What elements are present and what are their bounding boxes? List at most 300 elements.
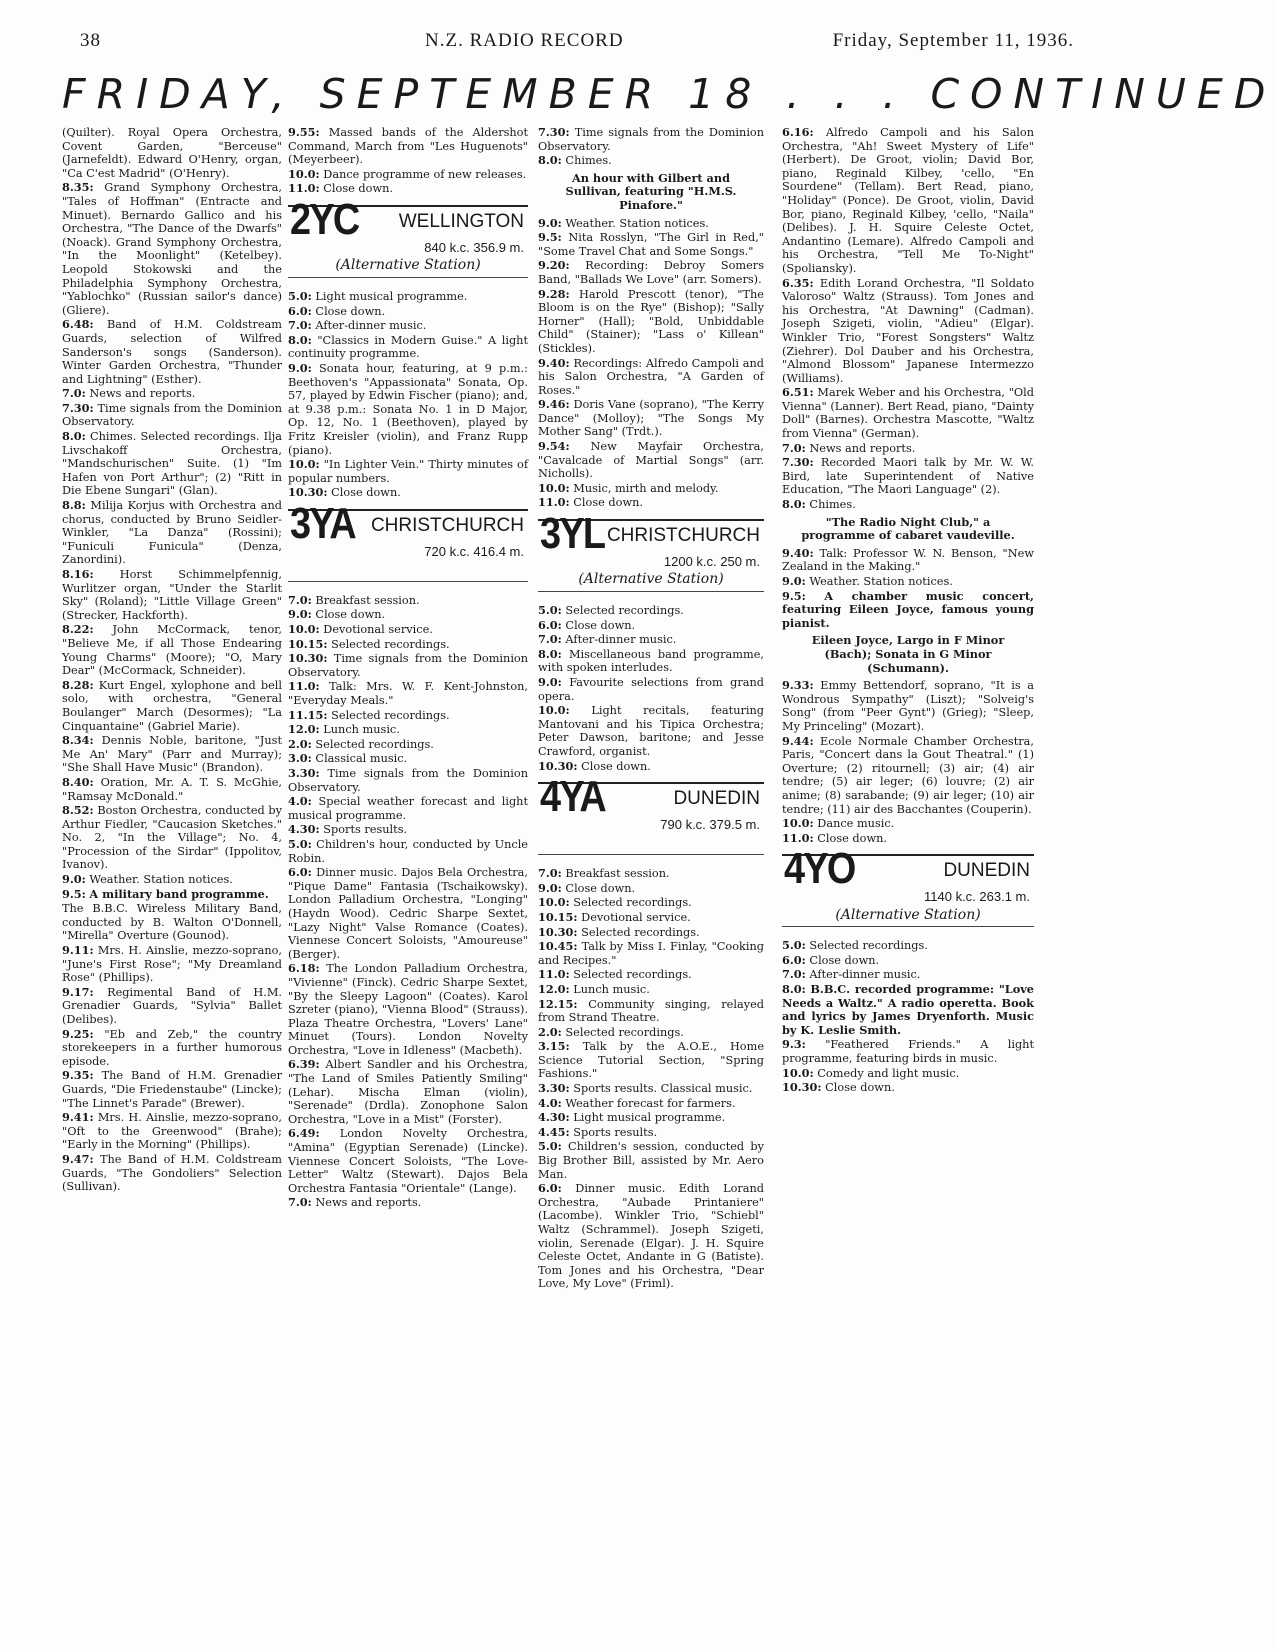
programme-entry bbox=[288, 795, 528, 822]
programme-entry bbox=[538, 1097, 764, 1111]
entry-time: 8.40: bbox=[62, 774, 94, 789]
entry-text: Horst Schimmelpfennig, Wurlitzer organ, "Under the Starlit Sky" (Roland); "Little Village Green" (Strecker, Hackforth). bbox=[62, 568, 282, 622]
programme-entry bbox=[288, 738, 528, 752]
entry-time: 8.8: bbox=[62, 498, 86, 513]
entry-time: 7.0: bbox=[538, 866, 562, 881]
programme-entry bbox=[288, 652, 528, 679]
entry-text: The Band of H.M. Grenadier Guards, "Die Friedenstaube" (Lincke); "The Linnet's Parade" (Brewer). bbox=[62, 1069, 283, 1110]
programme-entry bbox=[288, 458, 528, 485]
entry-time: 9.33: bbox=[782, 678, 814, 693]
entry-text: Children's hour, conducted by Uncle Robin. bbox=[288, 837, 528, 865]
programme-entry bbox=[782, 386, 1034, 440]
programme-entry bbox=[538, 288, 764, 356]
entry-text: Band of H.M. Coldstream Guards, selection of Wilfred Sanderson's songs (Sanderson). Winter Garden Orchestra, "Thunder and Lightning" (Esther). bbox=[62, 318, 283, 386]
programme-entry bbox=[538, 998, 764, 1025]
entry-text: Sports results. Classical music. bbox=[573, 1082, 753, 1096]
entry-text: "In Lighter Vein." Thirty minutes of popular numbers. bbox=[288, 458, 529, 485]
entry-time: 6.0: bbox=[538, 617, 562, 632]
station-city: WELLINGTON bbox=[398, 210, 524, 232]
programme-entry bbox=[782, 547, 1034, 574]
highlight-eileen-joyce: Eileen Joyce, Largo in F Minor (Bach); Sonata in G Minor (Schumann). bbox=[811, 633, 1005, 675]
entry-time: 8.34: bbox=[62, 733, 94, 748]
programme-entry bbox=[288, 290, 528, 304]
entry-time: 4.0: bbox=[538, 1095, 562, 1110]
station-4ya bbox=[538, 772, 764, 855]
entry-text: Close down. bbox=[331, 486, 401, 500]
programme-entry bbox=[782, 277, 1034, 386]
entry-text: Alfredo Campoli and his Salon Orchestra, "Ah! Sweet Mystery of Life" (Herbert). De Groot, violin; David Bor, piano, Reginald Kilbey, 'cello, "En Sourdene" (Tellam). Bert Read, piano, "Holiday" (Ponce). De Groot, violin, David Bor, piano, Reginald Kilbey, 'cello, "Naila" (Delibes). J. H. Squire Celeste Octet, Andantino (Lemare). Alfredo Campoli and his Orchestra, "Tell Me To-Night" (Spoliansky). bbox=[782, 126, 1034, 275]
programme-entry bbox=[782, 1067, 1034, 1081]
entry-text: Massed bands of the Aldershot Command, March from "Les Huguenots" (Meyerbeer). bbox=[288, 126, 529, 167]
programme-entry bbox=[538, 882, 764, 896]
entry-text: Sports results. bbox=[323, 823, 408, 837]
highlight-gilbert-sullivan: An hour with Gilbert and Sullivan, featuring "H.M.S. Pinafore." bbox=[565, 170, 737, 212]
entry-time: 3.15: bbox=[538, 1039, 570, 1054]
programme-entry bbox=[62, 181, 282, 317]
entry-text: Edith Lorand Orchestra, "Il Soldato Valoroso" Waltz (Strauss). Tom Jones and his Orchestra, "At Dawning" (Cadman). Joseph Szigeti, violin, "Adieu" (Elgar). Winkler Trio, "Forest Songsters" Waltz (Ziehrer). Dol Dauber and his Orchestra, "Almond Blossom" Japanese Intermezzo (Williams). bbox=[782, 276, 1035, 385]
column-2 bbox=[288, 126, 528, 1211]
programme-entry bbox=[782, 679, 1034, 733]
station-call-sign: 3YA bbox=[290, 498, 355, 548]
entry-time: 12.0: bbox=[288, 722, 320, 737]
programme-entry bbox=[62, 318, 282, 386]
entry-time: 4.45: bbox=[538, 1124, 570, 1139]
entry-time: 9.0: bbox=[538, 215, 562, 230]
entry-text: News and reports. bbox=[315, 1196, 422, 1210]
entry-text: Devotional service. bbox=[323, 623, 433, 637]
entry-text: Close down. bbox=[565, 881, 636, 895]
entry-text: Time signals from the Dominion Observatory. bbox=[62, 401, 283, 429]
station-alt-label: (Alternative Station) bbox=[578, 571, 724, 588]
entry-text: Chimes. bbox=[565, 154, 612, 168]
programme-entry bbox=[62, 776, 282, 803]
entry-time: 9.25: bbox=[62, 1026, 94, 1041]
entry-time: 5.0: bbox=[538, 1139, 562, 1154]
entry-text: B.B.C. recorded programme: "Love Needs a Waltz." A radio operetta. Book and lyrics by James Dryenforth. Music by K. Leslie Smith. bbox=[782, 982, 1034, 1037]
entry-time: 10.0: bbox=[288, 457, 320, 472]
entry-text: Emmy Bettendorf, soprano, "It is a Wondrous Sympathy" (Liszt); "Solveig's Song" (from "Peer Gynt") (Grieg); "Sleep, My Princeling" (Mozart). bbox=[782, 679, 1034, 733]
entry-time: 9.40: bbox=[538, 355, 570, 370]
entry-time: 5.0: bbox=[288, 288, 312, 303]
entry-time: 10.30: bbox=[288, 651, 328, 666]
programme-entry bbox=[288, 362, 528, 457]
entry-text: Favourite selections from grand opera. bbox=[538, 676, 764, 703]
entry-time: 12.0: bbox=[538, 981, 570, 996]
entry-time: 6.0: bbox=[288, 865, 312, 880]
entry-time: 10.0: bbox=[288, 622, 320, 637]
station-frequency: 720 k.c. 416.4 m. bbox=[424, 543, 524, 559]
entry-text: Dinner music. Dajos Bela Orchestra, "Pique Dame" Fantasia (Tschaikowsky). London Palladium Orchestra, "Longing" (Haydn Wood). Cedric Sharpe Sextet, "Lazy Night" Valse Romance (Coates). Viennese Concert Soloists, "Amoureuse" (Berger). bbox=[288, 866, 528, 961]
entry-text: After-dinner music. bbox=[315, 319, 427, 333]
entry-text: News and reports. bbox=[809, 441, 916, 455]
programme-entry bbox=[538, 604, 764, 618]
entry-text: Talk by Miss I. Finlay, "Cooking and Recipes." bbox=[538, 940, 764, 967]
programme-entry bbox=[62, 568, 282, 622]
entry-text: "Eb and Zeb," the country storekeepers in a further humorous episode. bbox=[62, 1027, 282, 1068]
programme-entry bbox=[538, 154, 764, 168]
programme-entry bbox=[782, 968, 1034, 982]
entry-time: 10.0: bbox=[288, 166, 320, 181]
entry-time: 6.0: bbox=[538, 1181, 562, 1196]
entry-text: The B.B.C. Wireless Military Band, conducted by B. Walton O'Donnell, "Mirella" Overture (Gounod). bbox=[62, 902, 282, 943]
entry-text: Chimes. Selected recordings. Ilja Livschakoff Orchestra, "Mandschurischen" Suite. (1) "Im Hafen von Port Arthur"; (2) "Ritt in Die Ebene Sungari" (Glan). bbox=[62, 430, 282, 498]
entry-time: 10.45: bbox=[538, 939, 578, 954]
programme-entry bbox=[62, 986, 282, 1027]
programme-entry bbox=[538, 357, 764, 398]
programme-entry bbox=[62, 499, 282, 567]
programme-entry bbox=[538, 496, 764, 510]
programme-entry bbox=[288, 486, 528, 500]
programme-entry bbox=[782, 1081, 1034, 1095]
entry-text: London Novelty Orchestra, "Amina" (Egyptian Serenade) (Lincke). Viennese Concert Soloists, "The Love-Letter" Waltz (Stewart). Dajos Bela Orchestra Fantasia "Orientale" (Lange). bbox=[288, 1127, 529, 1195]
programme-entry bbox=[538, 482, 764, 496]
programme-entry bbox=[288, 723, 528, 737]
entry-time: 7.0: bbox=[288, 318, 312, 333]
entry-text: Weather forecast for farmers. bbox=[565, 1096, 736, 1110]
programme-entry bbox=[538, 896, 764, 910]
programme-entry bbox=[538, 1040, 764, 1081]
entry-time: 7.0: bbox=[288, 1195, 312, 1210]
entry-time: 6.35: bbox=[782, 275, 814, 290]
entry-text: Community singing, relayed from Strand Theatre. bbox=[538, 997, 765, 1025]
entry-text: Close down. bbox=[581, 759, 651, 773]
programme-entry bbox=[288, 305, 528, 319]
entry-text: Comedy and light music. bbox=[817, 1066, 960, 1080]
programme-entry bbox=[62, 1111, 282, 1152]
entry-time: 5.0: bbox=[288, 836, 312, 851]
station-2yc bbox=[288, 194, 528, 278]
programme-entry bbox=[288, 767, 528, 794]
entry-time: 8.0: bbox=[62, 429, 86, 444]
programme-entry bbox=[538, 676, 764, 703]
issue-date: Friday, September 11, 1936. bbox=[832, 30, 1074, 51]
programme-entry bbox=[288, 680, 528, 707]
entry-time: 11.0: bbox=[538, 495, 570, 510]
entry-time: 10.0: bbox=[538, 895, 570, 910]
entry-time: 8.0: bbox=[538, 646, 562, 661]
programme-entry bbox=[538, 231, 764, 258]
programme-entry bbox=[62, 126, 282, 180]
entry-text: "Feathered Friends." A light programme, featuring birds in music. bbox=[782, 1038, 1034, 1066]
entry-text: Selected recordings. bbox=[331, 637, 450, 651]
station-3yl bbox=[538, 509, 764, 592]
programme-entry bbox=[538, 259, 764, 286]
entry-text: Selected recordings. bbox=[331, 708, 450, 722]
entry-text: The Band of H.M. Coldstream Guards, "The Gondoliers" Selection (Sullivan). bbox=[62, 1152, 282, 1194]
programme-entry bbox=[782, 983, 1034, 1037]
entry-time: 6.49: bbox=[288, 1126, 320, 1141]
entry-text: Talk: Professor W. N. Benson, "New Zealand in the Making." bbox=[782, 546, 1034, 574]
programme-entry bbox=[538, 1126, 764, 1140]
programme-entry bbox=[288, 709, 528, 723]
entry-text: Nita Rosslyn, "The Girl in Red," "Some Travel Chat and Some Songs." bbox=[538, 231, 764, 258]
entry-text: Recorded Maori talk by Mr. W. W. Bird, late Superintendent of Native Education, "The Maori Language" (2). bbox=[782, 456, 1034, 497]
entry-text: Weather. Station notices. bbox=[565, 216, 709, 230]
entry-time: 5.0: bbox=[538, 603, 562, 618]
entry-text: Time signals from the Dominion Observatory. bbox=[538, 126, 765, 153]
programme-entry bbox=[62, 902, 282, 943]
entry-text: Talk by the A.O.E., Home Science Tutorial Section, "Spring Fashions." bbox=[538, 1040, 765, 1081]
programme-entry bbox=[288, 168, 528, 182]
station-alt-label: (Alternative Station) bbox=[335, 257, 481, 274]
entry-time: 9.3: bbox=[782, 1037, 806, 1052]
entry-time: 9.54: bbox=[538, 439, 570, 454]
station-call-sign: 3YL bbox=[540, 509, 605, 559]
entry-time: 10.15: bbox=[288, 636, 328, 651]
entry-text: Time signals from the Dominion Observatory. bbox=[288, 767, 529, 794]
programme-entry bbox=[288, 752, 528, 766]
programme-entry bbox=[538, 926, 764, 940]
entry-text: Close down. bbox=[315, 304, 386, 318]
programme-entry bbox=[62, 1028, 282, 1069]
entry-time: 10.30: bbox=[288, 485, 328, 500]
station-city: CHRISTCHURCH bbox=[370, 514, 524, 536]
entry-time: 7.0: bbox=[538, 632, 562, 647]
entry-text: A chamber music concert, featuring Eileen Joyce, famous young pianist. bbox=[782, 588, 1034, 630]
entry-time: 2.0: bbox=[288, 736, 312, 751]
highlight-radio-night-club: "The Radio Night Club," a programme of cabaret vaudeville. bbox=[801, 514, 1015, 543]
programme-entry bbox=[538, 126, 764, 153]
programme-entry bbox=[538, 1026, 764, 1040]
entry-text: Dance music. bbox=[817, 817, 895, 831]
entry-time: 11.15: bbox=[288, 707, 328, 722]
column-4 bbox=[782, 126, 1034, 1096]
entry-text: Sports results. bbox=[573, 1125, 658, 1139]
entry-time: 11.0: bbox=[538, 967, 570, 982]
entry-time: 10.0: bbox=[782, 1065, 814, 1080]
entry-time: 7.30: bbox=[782, 455, 814, 470]
entry-time: 9.0: bbox=[288, 360, 312, 375]
entry-time: 8.35: bbox=[62, 180, 94, 195]
entry-time: 11.0: bbox=[288, 181, 320, 196]
entry-time: 6.48: bbox=[62, 317, 94, 332]
programme-entry bbox=[538, 867, 764, 881]
entry-text: Weather. Station notices. bbox=[809, 575, 953, 588]
entry-text: A military band programme. bbox=[89, 886, 269, 901]
programme-entry bbox=[62, 623, 282, 677]
programme-entry bbox=[288, 1127, 528, 1195]
programme-entry bbox=[782, 817, 1034, 831]
station-4yo bbox=[782, 844, 1034, 927]
programme-entry bbox=[538, 760, 764, 774]
section-banner: FRIDAY, SEPTEMBER 18 . . . CONTINUED bbox=[62, 70, 1276, 118]
entry-time: 8.0: bbox=[288, 332, 312, 347]
programme-entry bbox=[62, 402, 282, 429]
programme-entry bbox=[782, 126, 1034, 276]
entry-time: 9.0: bbox=[538, 675, 562, 689]
entry-text: Mrs. H. Ainslie, mezzo-soprano, "Oft to the Greenwood" (Brahe); "Early in the Morning" (Phillips). bbox=[62, 1111, 282, 1152]
programme-entry bbox=[782, 498, 1034, 512]
entry-time: 4.0: bbox=[288, 794, 312, 809]
entry-text: Close down. bbox=[809, 953, 880, 967]
entry-text: (Quilter). Royal Opera Orchestra, Covent Garden, "Berceuse" (Jarnefeldt). Edward O'Henry, organ, "Ca C'est Madrid" (O'Henry). bbox=[62, 126, 282, 180]
entry-time: 9.44: bbox=[782, 733, 814, 748]
entry-time: 8.0: bbox=[538, 153, 562, 168]
entry-time: 9.0: bbox=[782, 574, 806, 588]
programme-entry bbox=[782, 832, 1034, 846]
entry-text: Selected recordings. bbox=[573, 968, 692, 982]
entry-text: Milija Korjus with Orchestra and chorus, conducted by Bruno Seidler-Winkler, "La Danza" (Rossini); "Funiculi Funicula" (Denza, Zanordini). bbox=[62, 499, 283, 567]
entry-text: Miscellaneous band programme, with spoken interludes. bbox=[538, 647, 764, 675]
entry-text: Selected recordings. bbox=[565, 1025, 684, 1039]
entry-time: 10.30: bbox=[538, 924, 578, 939]
programme-entry bbox=[782, 735, 1034, 817]
programme-entry bbox=[288, 1196, 528, 1210]
entry-text: Lunch music. bbox=[573, 982, 650, 996]
entry-text: Mrs. H. Ainslie, mezzo-soprano, "June's First Rose"; "My Dreamland Rose" (Phillips). bbox=[62, 944, 282, 985]
entry-text: New Mayfair Orchestra, "Cavalcade of Martial Songs" (arr. Nicholls). bbox=[538, 440, 764, 481]
programme-entry bbox=[288, 866, 528, 961]
programme-entry bbox=[782, 590, 1034, 631]
entry-text: Selected recordings. bbox=[565, 604, 684, 618]
entry-time: 9.11: bbox=[62, 943, 94, 958]
station-frequency: 790 k.c. 379.5 m. bbox=[660, 817, 760, 833]
entry-text: Light musical programme. bbox=[315, 289, 468, 303]
programme-entry bbox=[288, 838, 528, 865]
entry-time: 7.0: bbox=[62, 386, 86, 401]
station-city: CHRISTCHURCH bbox=[606, 525, 760, 547]
entry-text: Selected recordings. bbox=[581, 925, 700, 939]
entry-time: 12.15: bbox=[538, 996, 578, 1011]
entry-time: 6.0: bbox=[288, 303, 312, 318]
entry-time: 8.22: bbox=[62, 622, 94, 637]
entry-time: 8.52: bbox=[62, 803, 94, 818]
entry-time: 3.0: bbox=[288, 751, 312, 766]
entry-time: 10.30: bbox=[538, 758, 578, 773]
entry-text: Ecole Normale Chamber Orchestra, Paris, "Concert dans la Gout Theatral." (1) Overture; (2) ritournell; (3) air; (4) air tendre; (5) air leger; (6) louvre; (2) air anime; (8) sarabande; (9) air leger; (10) air tendre; (11) air des Bacchantes (Couperin). bbox=[782, 734, 1034, 816]
entry-time: 9.40: bbox=[782, 545, 814, 560]
entry-time: 9.41: bbox=[62, 1110, 94, 1125]
station-frequency: 1200 k.c. 250 m. bbox=[663, 554, 760, 570]
programme-entry bbox=[288, 1058, 528, 1126]
entry-time: 6.16: bbox=[782, 125, 814, 139]
entry-time: 7.0: bbox=[288, 592, 312, 607]
entry-time: 7.0: bbox=[782, 967, 806, 982]
station-city: DUNEDIN bbox=[673, 788, 760, 810]
entry-text: Weather. Station notices. bbox=[89, 873, 233, 887]
programme-entry bbox=[538, 648, 764, 675]
entry-time: 8.28: bbox=[62, 677, 94, 692]
entry-time: 7.0: bbox=[782, 440, 806, 455]
entry-time: 9.5: bbox=[782, 588, 806, 603]
entry-text: Selected recordings. bbox=[315, 737, 434, 751]
entry-time: 9.0: bbox=[62, 872, 86, 887]
station-call-sign: 4YA bbox=[540, 772, 605, 822]
entry-text: "Classics in Modern Guise." A light continuity programme. bbox=[288, 333, 528, 361]
entry-text: Albert Sandler and his Orchestra, "The Land of Smiles Patiently Smiling" (Lehar). Mischa Elman (violin), "Serenade" (Drdla). Zonophone Salon Orchestra, "Love in a Mist" (Forster). bbox=[288, 1058, 528, 1126]
entry-text: Close down. bbox=[825, 1081, 895, 1095]
programme-entry bbox=[782, 442, 1034, 456]
entry-time: 9.0: bbox=[538, 880, 562, 895]
programme-entry bbox=[288, 319, 528, 333]
entry-time: 3.30: bbox=[288, 766, 320, 780]
station-frequency: 1140 k.c. 263.1 m. bbox=[924, 889, 1030, 905]
programme-entry bbox=[62, 888, 282, 902]
programme-entry bbox=[62, 430, 282, 498]
entry-text: Harold Prescott (tenor), "The Bloom is on the Rye" (Bishop); "Sally Horner" (Hall); "Bold, Unbiddable Child" (Stainer); "Lass o' Killean" (Stickles). bbox=[538, 287, 764, 355]
programme-entry bbox=[288, 182, 528, 196]
entry-time: 11.0: bbox=[782, 830, 814, 845]
programme-entry bbox=[62, 1069, 282, 1110]
entry-text: Close down. bbox=[817, 831, 887, 845]
entry-time: 7.30: bbox=[62, 400, 94, 415]
station-alt-label: (Alternative Station) bbox=[835, 906, 981, 923]
entry-text: The London Palladium Orchestra, "Vivienne" (Finck). Cedric Sharpe Sextet, "By the Sleepy Lagoon" (Coates). Karol Szreter (piano), "Vienna Blood" (Strauss). Plaza Theatre Orchestra, "Lovers' Lane" Minuet (Tours). London Novelty Orchestra, "Love in Idleness" (Macbeth). bbox=[288, 962, 528, 1057]
entry-text: Light musical programme. bbox=[573, 1111, 726, 1125]
entry-time: 5.0: bbox=[782, 938, 806, 953]
entry-time: 8.0: bbox=[782, 497, 806, 512]
column-3 bbox=[538, 126, 764, 1292]
entry-time: 4.30: bbox=[288, 822, 320, 837]
entry-text: Marek Weber and his Orchestra, "Old Vienna" (Lanner). Bert Read, piano, "Dainty Doll" (Barnes). Orchestra Mascotte, "Waltz from Vienna" (German). bbox=[782, 386, 1035, 441]
programme-entry bbox=[538, 619, 764, 633]
programme-entry bbox=[288, 126, 528, 167]
programme-entry bbox=[62, 734, 282, 775]
entry-text: Recording: Debroy Somers Band, "Ballads We Love" (arr. Somers). bbox=[538, 259, 764, 286]
entry-text: Classical music. bbox=[315, 752, 408, 766]
programme-entry bbox=[538, 968, 764, 982]
entry-time: 11.0: bbox=[288, 679, 320, 694]
entry-time: 9.55: bbox=[288, 125, 320, 139]
entry-text: Regimental Band of H.M. Grenadier Guards, "Sylvia" Ballet (Delibes). bbox=[62, 985, 283, 1026]
entry-text: Devotional service. bbox=[581, 910, 691, 924]
entry-time: 9.17: bbox=[62, 984, 94, 999]
programme-entry bbox=[782, 456, 1034, 497]
programme-entry bbox=[538, 1182, 764, 1291]
entry-time: 9.5: bbox=[62, 886, 86, 901]
programme-entry bbox=[288, 623, 528, 637]
entry-text: Light recitals, featuring Mantovani and his Tipica Orchestra; Peter Dawson, baritone; and Jesse Crawford, organist. bbox=[538, 704, 764, 758]
entry-text: Close down. bbox=[323, 182, 393, 196]
entry-time: 3.30: bbox=[538, 1081, 570, 1096]
programme-entry bbox=[62, 944, 282, 985]
publication-title: N.Z. RADIO RECORD bbox=[425, 30, 624, 51]
entry-time: 9.35: bbox=[62, 1068, 94, 1083]
programme-entry bbox=[538, 940, 764, 967]
entry-time: 6.18: bbox=[288, 961, 320, 976]
programme-entry bbox=[782, 954, 1034, 968]
entry-text: Lunch music. bbox=[323, 723, 400, 737]
programme-entry bbox=[538, 1082, 764, 1096]
programme-entry bbox=[62, 387, 282, 401]
programme-entry bbox=[288, 638, 528, 652]
entry-text: Sonata hour, featuring, at 9 p.m.: Beethoven's "Appassionata" Sonata, Op. 57, played by Edwin Fischer (piano); and, at 9.38 p.m.: Sonata No. 1 in D Major, Op. 12, No. 1 (Beethoven), played by Fritz Kreisler (violin), and Franz Rupp (piano). bbox=[288, 361, 528, 457]
programme-entry bbox=[62, 804, 282, 872]
programme-entry bbox=[538, 704, 764, 758]
station-frequency: 840 k.c. 356.9 m. bbox=[424, 239, 524, 255]
programme-entry bbox=[288, 334, 528, 361]
entry-time: 10.0: bbox=[538, 480, 570, 495]
programme-entry bbox=[538, 983, 764, 997]
programme-entry bbox=[288, 594, 528, 608]
programme-entry bbox=[782, 575, 1034, 589]
entry-text: Close down. bbox=[573, 496, 643, 510]
page-number: 38 bbox=[80, 30, 101, 51]
entry-text: Close down. bbox=[315, 608, 386, 622]
entry-text: News and reports. bbox=[89, 387, 196, 401]
entry-text: Grand Symphony Orchestra, "Tales of Hoffman" (Entracte and Minuet). Bernardo Gallico and his Orchestra, "The Dance of the Dwarfs" (Noack). Grand Symphony Orchestra, "In the Moonlight" (Ketelbey). Leopold Stokowski and the Philadelphia Symphony Orchestra, "Yablochko" (Russian sailor's dance) (Gliere). bbox=[62, 181, 282, 317]
entry-text: After-dinner music. bbox=[565, 633, 677, 647]
entry-time: 10.15: bbox=[538, 909, 578, 924]
programme-entry bbox=[288, 608, 528, 622]
station-city: DUNEDIN bbox=[943, 860, 1030, 882]
entry-text: Time signals from the Dominion Observatory. bbox=[288, 652, 529, 679]
entry-time: 6.51: bbox=[782, 385, 814, 400]
programme-entry bbox=[782, 1038, 1034, 1065]
programme-entry bbox=[538, 217, 764, 231]
entry-time: 7.30: bbox=[538, 125, 570, 139]
programme-entry bbox=[288, 962, 528, 1057]
